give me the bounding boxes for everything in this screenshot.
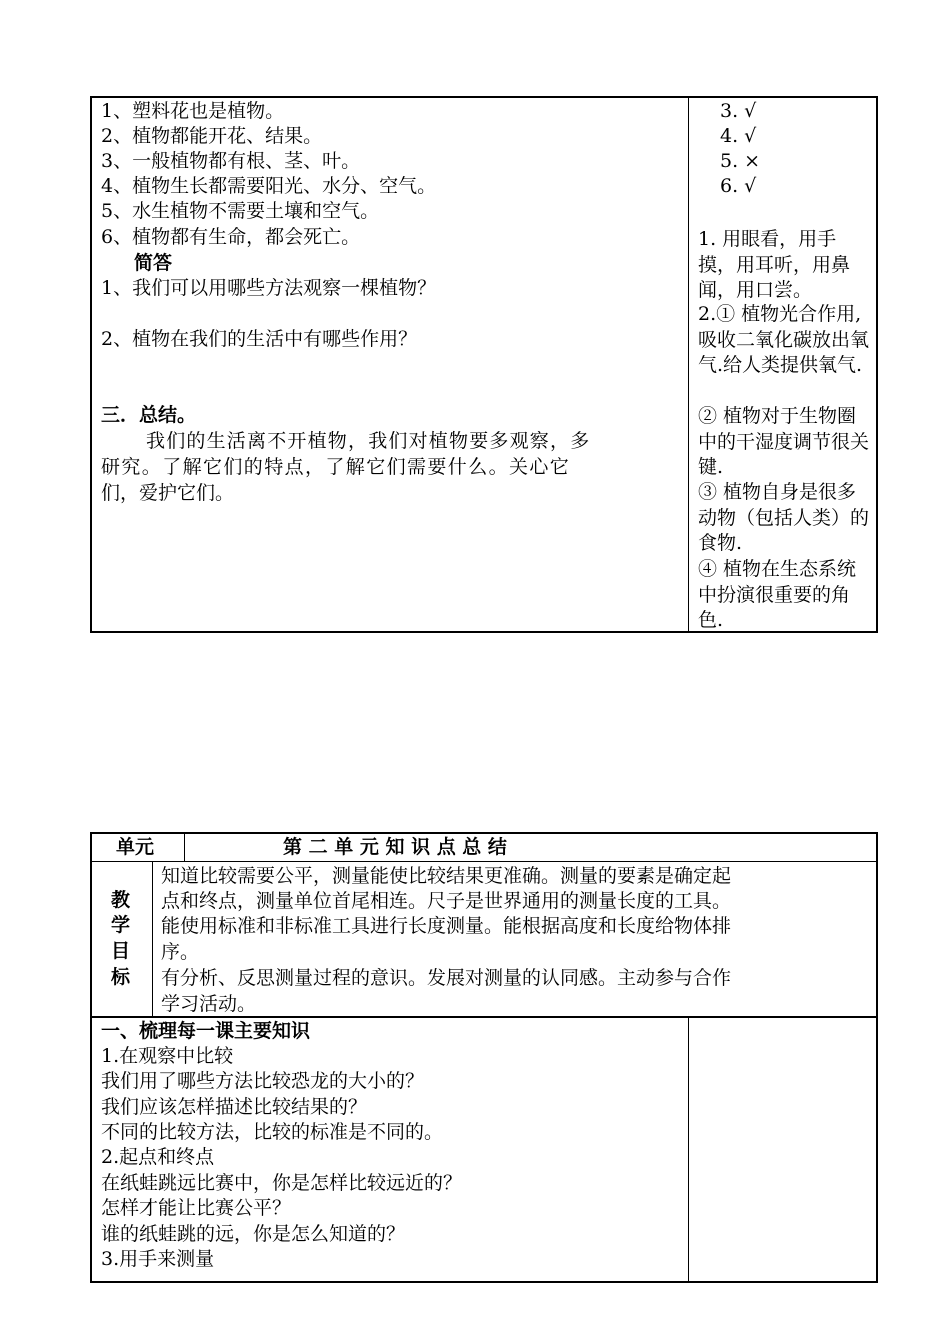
section-line-1: 1.在观察中比较: [101, 1045, 234, 1067]
unit-label: 单元: [116, 836, 155, 858]
goal-line-3: 能使用标准和非标准工具进行长度测量。能根据高度和长度给物体排: [161, 915, 732, 937]
section-line-5: 2.起点和终点: [101, 1146, 215, 1168]
statement-1: 1、塑料花也是植物。: [101, 100, 285, 122]
goal-label-char-2: 学: [111, 914, 131, 936]
answer-2-part-2: ② 植物对于生物圈中的干湿度调节很关键.: [698, 405, 870, 478]
section-line-7: 怎样才能让比赛公平？: [101, 1197, 292, 1219]
summary-heading: 三．总结。: [101, 404, 197, 426]
table2-goal-label-divider: [152, 861, 153, 1017]
section-line-6: 在纸蛙跳远比赛中，你是怎样比较远近的？: [101, 1172, 463, 1194]
table2-border-top: [90, 832, 878, 834]
summary-line-3: 们，爱护它们。: [101, 482, 235, 504]
section-line-8: 谁的纸蛙跳的远，你是怎么知道的？: [101, 1223, 406, 1245]
statement-6: 6、植物都有生命，都会死亡。: [101, 226, 361, 248]
goal-line-5: 有分析、反思测量过程的意识。发展对测量的认同感。主动参与合作: [161, 967, 732, 989]
statement-5: 5、水生植物不需要土壤和空气。: [101, 200, 380, 222]
mark-6: 6. √: [720, 175, 757, 197]
section-line-2: 我们用了哪些方法比较恐龙的大小的？: [101, 1070, 425, 1092]
mark-3: 3. √: [720, 100, 757, 122]
answer-2-part-1: 2.① 植物光合作用,吸收二氧化碳放出氧气.给人类提供氧气.: [698, 303, 870, 376]
question-1: 1、我们可以用哪些方法观察一棵植物？: [101, 277, 437, 299]
section-line-3: 我们应该怎样描述比较结果的？: [101, 1096, 368, 1118]
table2-border-bottom: [90, 1281, 878, 1283]
answer-2-part-4: ④ 植物在生态系统中扮演很重要的角色.: [698, 558, 857, 631]
mark-4: 4. √: [720, 125, 757, 147]
statement-3: 3、一般植物都有根、茎、叶。: [101, 150, 361, 172]
question-2: 2、植物在我们的生活中有哪些作用？: [101, 328, 418, 350]
table2-border-left: [90, 832, 92, 1283]
goal-label-char-3: 目: [111, 940, 131, 962]
section-heading: 一、梳理每一课主要知识: [101, 1020, 311, 1042]
statement-2: 2、植物都能开花、结果。: [101, 125, 323, 147]
table2-content-divider: [688, 1017, 689, 1282]
short-answer-heading: 简答: [134, 252, 173, 274]
goal-line-4: 序。: [161, 941, 200, 963]
section-line-4: 不同的比较方法，比较的标准是不同的。: [101, 1121, 444, 1143]
table1-border-top: [90, 96, 878, 98]
goal-line-2: 点和终点，测量单位首尾相连。尺子是世界通用的测量长度的工具。: [161, 890, 732, 912]
table1-divider: [688, 96, 689, 633]
goal-label-char-4: 标: [111, 966, 131, 988]
mark-5: 5. ×: [720, 150, 761, 172]
summary-line-1: 我们的生活离不开植物，我们对植物要多观察，多: [146, 430, 591, 452]
unit-title: 第 二 单 元 知 识 点 总 结: [283, 836, 507, 858]
statement-4: 4、植物生长都需要阳光、水分、空气。: [101, 175, 437, 197]
summary-line-2: 研究。了解它们的特点，了解它们需要什么。关心它: [101, 456, 571, 478]
goal-line-6: 学习活动。: [161, 993, 257, 1015]
answer-1: 1. 用眼看，用手摸，用耳听，用鼻闻，用口尝。: [698, 228, 851, 301]
goal-line-1: 知道比较需要公平，测量能使比较结果更准确。测量的要素是确定起: [161, 865, 732, 887]
table1-border-right: [876, 96, 878, 633]
table2-unit-divider: [184, 832, 185, 862]
goal-label-char-1: 教: [111, 889, 131, 911]
section-line-9: 3.用手来测量: [101, 1248, 215, 1270]
table1-border-left: [90, 96, 92, 633]
table2-title-row-divider: [90, 861, 878, 862]
table2-border-right: [876, 832, 878, 1283]
answer-2-part-3: ③ 植物自身是很多动物（包括人类）的食物.: [698, 481, 870, 554]
